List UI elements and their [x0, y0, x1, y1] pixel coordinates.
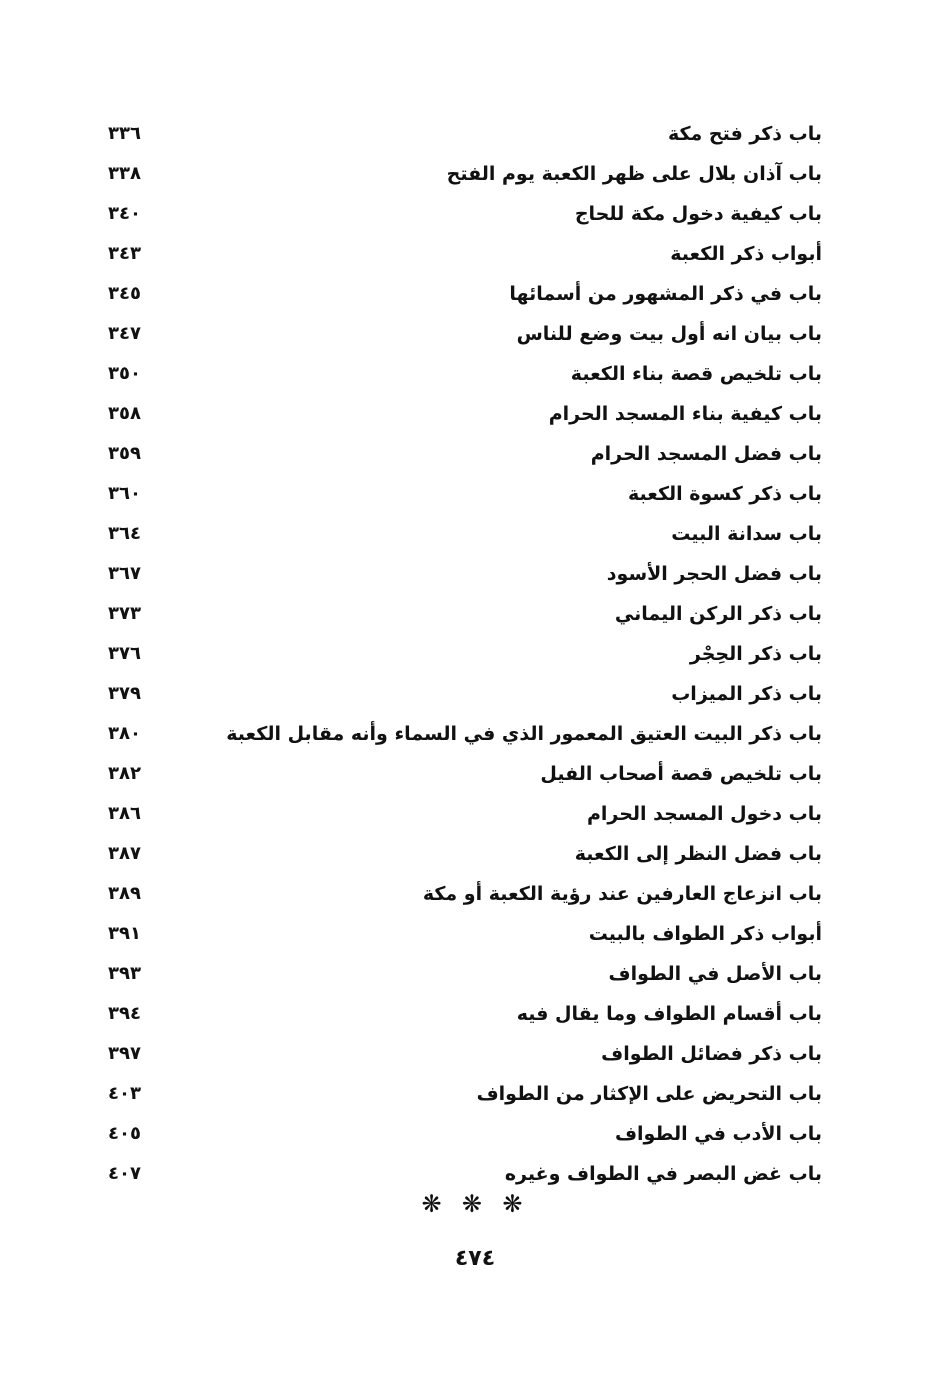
toc-row: [0, 1154, 950, 1194]
toc-entry-page: ٣٨٠: [108, 723, 141, 744]
toc-entry-title: باب سدانة البيت: [671, 523, 822, 545]
toc-row: [0, 154, 950, 194]
toc-entry-page: ٣٨٧: [108, 843, 141, 864]
toc-entry-title: باب الأدب في الطواف: [614, 1123, 822, 1145]
toc-row: [0, 234, 950, 274]
toc-row: [0, 434, 950, 474]
toc-entry-page: ٣٥٠: [108, 363, 141, 384]
toc-entry-page: ٣٩٣: [108, 963, 141, 984]
toc-entry-title: باب فضل المسجد الحرام: [590, 443, 822, 465]
toc-row: [0, 274, 950, 314]
toc-entry-page: ٣٨٢: [108, 763, 141, 784]
toc-entry-page: ٣٥٨: [108, 403, 141, 424]
toc-row: [0, 114, 950, 154]
toc-entry-title: باب تلخيص قصة بناء الكعبة: [570, 363, 822, 385]
toc-entry-title: باب دخول المسجد الحرام: [586, 803, 822, 825]
toc-entry-title: باب فضل الحجر الأسود: [606, 563, 822, 585]
toc-row: [0, 674, 950, 714]
toc-entry-page: ٣٧٦: [108, 643, 141, 664]
toc-entry-title: باب ذكر البيت العتيق المعمور الذي في السماء وأنه مقابل الكعبة: [226, 723, 822, 745]
toc-entry-page: ٣٩٤: [108, 1003, 141, 1024]
toc-entry-title: باب الأصل في الطواف: [608, 963, 822, 985]
toc-row: [0, 714, 950, 754]
toc-entry-page: ٣٤٣: [108, 243, 141, 264]
toc-row: [0, 954, 950, 994]
toc-entry-title: باب كيفية دخول مكة للحاج: [574, 203, 822, 225]
toc-entry-title: باب ذكر الركن اليماني: [614, 603, 822, 625]
toc-row: [0, 1034, 950, 1074]
toc-row: [0, 514, 950, 554]
toc-row: [0, 394, 950, 434]
toc-row: [0, 474, 950, 514]
toc-entry-title: باب تلخيص قصة أصحاب الفيل: [540, 763, 822, 785]
toc-entry-page: ٣٤٥: [108, 283, 141, 304]
toc-entry-page: ٣٦٤: [108, 523, 141, 544]
toc-row: [0, 554, 950, 594]
toc-row: [0, 194, 950, 234]
toc-row: [0, 994, 950, 1034]
toc-entry-title: باب ذكر الحِجْر: [689, 643, 822, 665]
toc-row: [0, 354, 950, 394]
toc-row: [0, 794, 950, 834]
toc-entry-page: ٣٣٨: [108, 163, 141, 184]
section-end-ornament: ❋ ❋ ❋: [421, 1190, 529, 1218]
toc-entry-page: ٤٠٥: [108, 1123, 141, 1144]
toc-entry-title: باب أقسام الطواف وما يقال فيه: [516, 1003, 822, 1025]
toc-entry-title: باب ذكر فضائل الطواف: [601, 1043, 822, 1065]
toc-entry-title: باب كيفية بناء المسجد الحرام: [548, 403, 822, 425]
toc-entry-title: باب انزعاج العارفين عند رؤية الكعبة أو مكة: [422, 883, 822, 905]
toc-entry-page: ٣٤٠: [108, 203, 141, 224]
toc-entry-title: باب ذكر كسوة الكعبة: [627, 483, 822, 505]
toc-entry-title: باب التحريض على الإكثار من الطواف: [476, 1083, 822, 1105]
toc-entry-page: ٣٤٧: [108, 323, 141, 344]
toc-entry-page: ٣٨٦: [108, 803, 141, 824]
toc-row: [0, 1074, 950, 1114]
toc-entry-title: باب آذان بلال على ظهر الكعبة يوم الفتح: [446, 163, 822, 185]
toc-entry-page: ٣٨٩: [108, 883, 141, 904]
toc-entry-title: باب بيان انه أول بيت وضع للناس: [516, 323, 822, 345]
toc-entry-page: ٣٩١: [108, 923, 141, 944]
toc-row: [0, 314, 950, 354]
toc-entry-title: أبواب ذكر الكعبة: [670, 243, 822, 265]
toc-entry-page: ٣٩٧: [108, 1043, 141, 1064]
toc-entry-title: باب ذكر فتح مكة: [667, 123, 822, 145]
toc-row: [0, 594, 950, 634]
toc-row: [0, 874, 950, 914]
toc-entry-page: ٣٦٠: [108, 483, 141, 504]
toc-row: [0, 914, 950, 954]
toc-entry-page: ٤٠٣: [108, 1083, 141, 1104]
toc-row: [0, 1114, 950, 1154]
toc-row: [0, 634, 950, 674]
toc-row: [0, 754, 950, 794]
toc-entry-page: ٣٥٩: [108, 443, 141, 464]
toc-entry-page: ٣٣٦: [108, 123, 141, 144]
toc-entry-title: باب في ذكر المشهور من أسمائها: [509, 283, 822, 305]
toc-entry-title: باب فضل النظر إلى الكعبة: [574, 843, 822, 865]
toc-entry-page: ٣٧٩: [108, 683, 141, 704]
toc-entry-title: باب غض البصر في الطواف وغيره: [504, 1163, 822, 1185]
toc-entry-page: ٣٦٧: [108, 563, 141, 584]
table-of-contents: [0, 114, 950, 1194]
page-number: ٤٧٤: [454, 1246, 496, 1271]
toc-entry-page: ٣٧٣: [108, 603, 141, 624]
toc-entry-title: باب ذكر الميزاب: [671, 683, 822, 705]
toc-entry-title: أبواب ذكر الطواف بالبيت: [588, 923, 822, 945]
toc-entry-page: ٤٠٧: [108, 1163, 141, 1184]
toc-row: [0, 834, 950, 874]
